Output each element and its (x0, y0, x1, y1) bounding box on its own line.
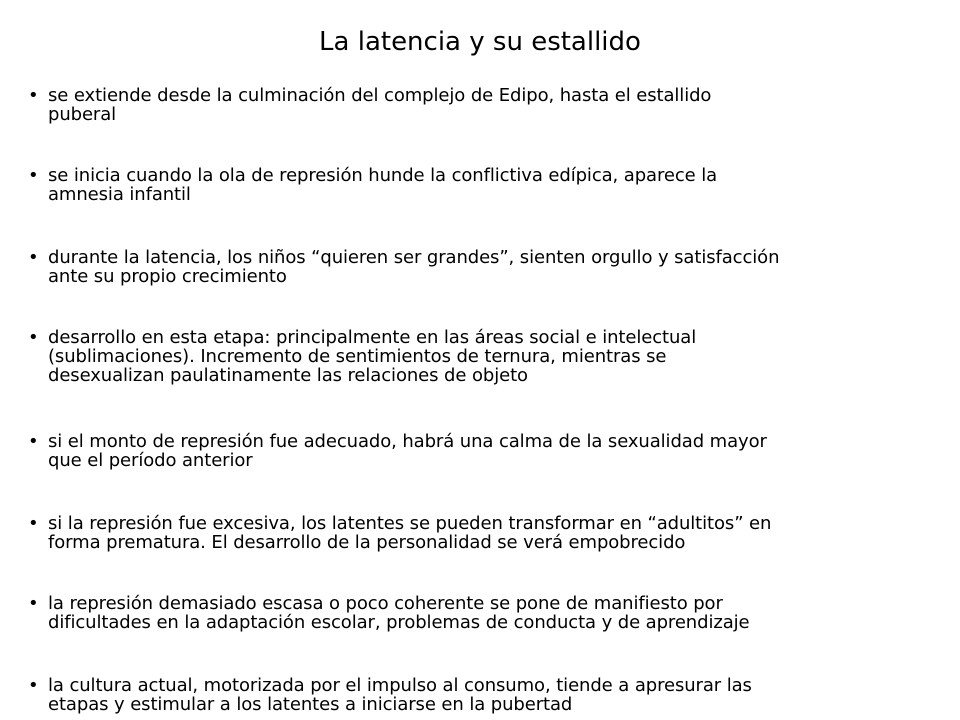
bullet-item (28, 676, 950, 714)
bullet-icon: • (28, 247, 39, 268)
bullet-icon: • (28, 675, 39, 696)
bullet-item (28, 166, 950, 204)
bullet-item (28, 432, 950, 470)
bullet-text: se inicia cuando la ola de represión hunde la conflictiva edípica, aparece la amnesia infantil (48, 165, 718, 205)
bullet-item (28, 514, 950, 552)
bullet-item (28, 248, 950, 286)
bullet-text: durante la latencia, los niños “quieren ser grandes”, sienten orgullo y satisfacción ante su propio crecimiento (48, 247, 780, 287)
bullet-icon: • (28, 593, 39, 614)
bullet-icon: • (28, 513, 39, 534)
bullet-text: si el monto de represión fue adecuado, habrá una calma de la sexualidad mayor que el período anterior (48, 431, 767, 471)
bullet-text: la cultura actual, motorizada por el impulso al consumo, tiende a apresurar las etapas y estimular a los latentes a iniciarse en la pubertad (48, 675, 752, 715)
bullet-icon: • (28, 431, 39, 452)
bullet-item (28, 594, 950, 632)
bullet-item (28, 86, 950, 124)
bullet-text: desarrollo en esta etapa: principalmente en las áreas social e intelectual (sublimaciones). Incremento de sentimientos de ternura, mientras se desexualizan paulatinamente las relaciones de objeto (48, 327, 697, 386)
bullet-text: se extiende desde la culminación del complejo de Edipo, hasta el estallido puberal (48, 85, 712, 125)
bullet-icon: • (28, 85, 39, 106)
bullet-text: la represión demasiado escasa o poco coherente se pone de manifiesto por dificultades en la adaptación escolar, problemas de conducta y de aprendizaje (48, 593, 750, 633)
bullet-icon: • (28, 327, 39, 348)
slide-title: La latencia y su estallido (319, 27, 641, 57)
bullet-text: si la represión fue excesiva, los latentes se pueden transformar en “adultitos” en forma prematura. El desarrollo de la personalidad se verá empobrecido (48, 513, 772, 553)
bullet-item (28, 328, 950, 385)
bullet-icon: • (28, 165, 39, 186)
